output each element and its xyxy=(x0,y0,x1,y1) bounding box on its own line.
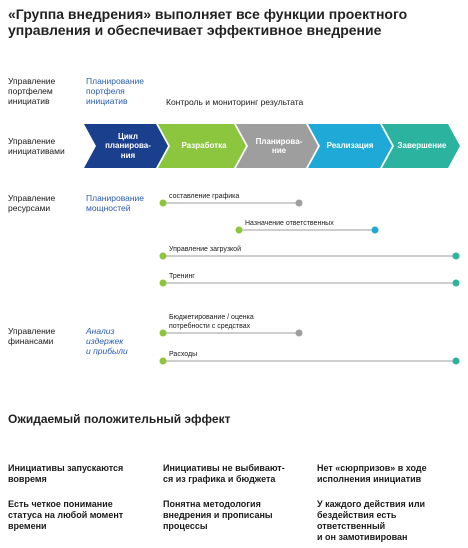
monitoring-label: Контроль и мониторинг результата xyxy=(166,97,304,107)
timeline-label-responsibles: Назначение ответственных xyxy=(245,220,334,227)
effect-1-top: Инициативы запускаются вовремя xyxy=(8,463,124,484)
phase-label-5: Завершение xyxy=(397,141,447,151)
effect-1-bottom: Есть четкое понимание статуса на любой момент времени xyxy=(8,499,124,531)
timeline-start-dot xyxy=(160,200,167,207)
capacity-planning-label: Планирование мощностей xyxy=(86,193,145,213)
timeline-end-dot xyxy=(453,253,460,260)
effect-3-bottom: У каждого действия или бездействия есть ответственный и он замотивирован xyxy=(317,499,426,542)
timeline-label-schedule: составление графика xyxy=(169,193,240,200)
timeline-label-budgeting: Бюджетирование / оценка потребности с средствах xyxy=(169,314,254,330)
effect-3-top: Нет «сюрпризов» в ходе исполнения инициатив xyxy=(317,463,427,484)
timeline-end-dot xyxy=(453,358,460,365)
timeline-start-dot xyxy=(236,227,243,234)
timeline-start-dot xyxy=(160,280,167,287)
row-label-initiatives: Управление инициативами xyxy=(8,136,65,156)
page-title: «Группа внедрения» выполняет все функции проектного управления и обеспечивает эффективное внедрение xyxy=(8,6,408,38)
row-label-portfolio: Управление портфелем инициатив xyxy=(8,76,56,106)
timeline-end-dot xyxy=(453,280,460,287)
effect-section-title: Ожидаемый положительный эффект xyxy=(8,412,231,426)
phase-label-1: Цикл планирова- ния xyxy=(105,131,151,160)
effect-2-top: Инициативы не выбивают- ся из графика и бюджета xyxy=(163,463,285,484)
timeline-end-dot xyxy=(372,227,379,234)
timeline-label-training: Тренинг xyxy=(169,273,195,280)
phase-label-2: Разработка xyxy=(181,141,227,151)
cost-analysis-label: Анализ издержек и прибыли xyxy=(86,326,128,356)
timeline-end-dot xyxy=(296,330,303,337)
timeline-start-dot xyxy=(160,330,167,337)
row-label-resources: Управление ресурсами xyxy=(8,193,56,213)
timeline-start-dot xyxy=(160,358,167,365)
timeline-label-expenses: Расходы xyxy=(169,351,198,358)
timeline-training xyxy=(160,280,460,287)
timeline-end-dot xyxy=(296,200,303,207)
timeline-expenses xyxy=(160,358,460,365)
portfolio-planning-label: Планирование портфеля инициатив xyxy=(86,76,145,106)
timeline-start-dot xyxy=(160,253,167,260)
phase-label-3: Планирова- ние xyxy=(255,136,303,155)
effect-2-bottom: Понятна методология внедрения и прописаны процессы xyxy=(163,499,273,531)
phase-label-4: Реализация xyxy=(326,141,374,151)
row-label-finance: Управление финансами xyxy=(8,326,56,346)
timeline-label-load: Управление загрузкой xyxy=(169,246,241,253)
